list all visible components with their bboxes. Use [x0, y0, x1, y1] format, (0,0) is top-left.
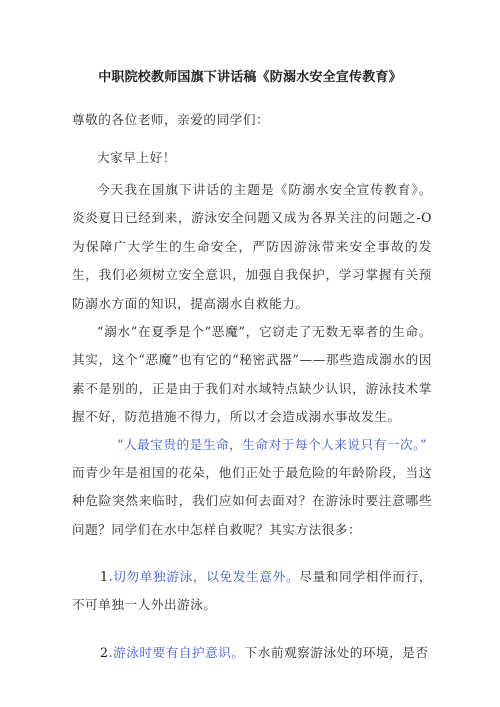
list-number: 2 — [100, 645, 109, 660]
list-item-highlight: .切勿单独游泳，以免发生意外。 — [108, 569, 300, 584]
quote-life: “人最宝贵的是生命，生命对于每个人来说只有一次。” — [117, 437, 427, 452]
list-item — [72, 639, 432, 667]
list-item-text: 下水前观察游泳处的环境，是否 — [244, 645, 429, 660]
list-item-text: 尽量和同学相伴而行，不可单独一人外出游泳。 — [72, 569, 432, 613]
greeting: 大家早上好！ — [97, 150, 176, 165]
list-item — [72, 563, 432, 620]
document-title: 中职院校教师国旗下讲话稿《防溺水安全宣传教育》 — [98, 70, 402, 85]
list-item-highlight: .游泳时要有自护意识。 — [108, 645, 245, 660]
paragraph-youth: 而青少年是祖国的花朵，他们正处于最危险的年龄阶段，当这种危险突然来临时，我们应如何去面对？在游泳时要注意哪些问题？同学们在水中怎样自救呢？其实方法很多： — [72, 465, 432, 537]
salutation: 尊敬的各位老师，亲爱的同学们： — [72, 112, 270, 127]
list-number: 1 — [100, 569, 109, 584]
paragraph-intro: 今天我在国旗下讲话的主题是《防溺水安全宣传教育》。炎炎夏日已经到来，游泳安全问题又成为各界关注的问题之-O为保障广大学生的生命安全，严防因游泳带来安全事故的发生，我们必须树立安全意识，加强自我保护，学习掌握有关预防溺水方面的知识，提高溺水自救能力。 — [72, 182, 432, 311]
paragraph-drowning-demon: “溺水”在夏季是个“恶魔”，它窃走了无数无辜者的生命。其实，这个“恶魔”也有它的“秘密武器”——那些造成溺水的因素不是别的，正是由于我们对水域特点缺少认识，游泳技术掌握不好，防范措施不得力，所以才会造成溺水事故发生。 — [72, 324, 432, 425]
